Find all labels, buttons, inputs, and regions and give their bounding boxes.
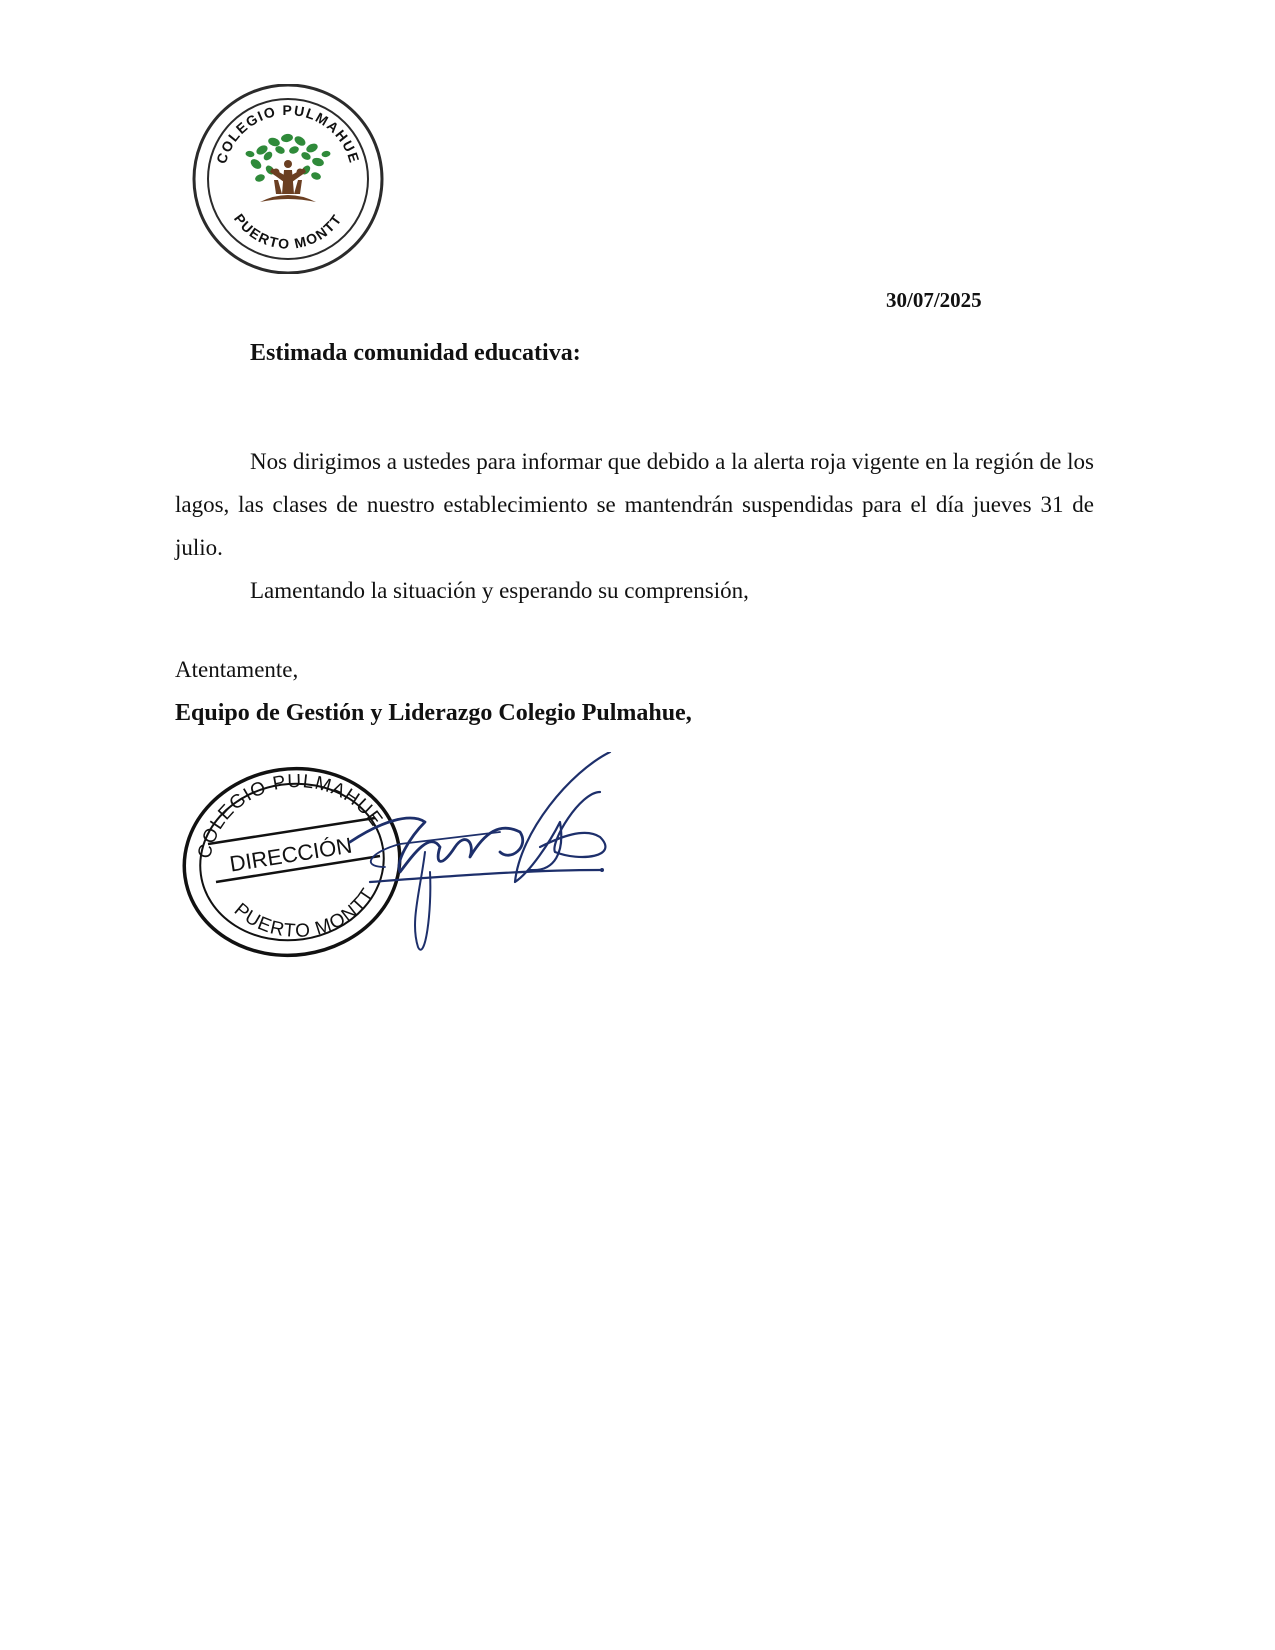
school-logo bbox=[190, 84, 386, 274]
letter-body bbox=[175, 440, 1094, 612]
tree-icon bbox=[245, 133, 331, 202]
letter-signatory: Equipo de Gestión y Liderazgo Colegio Pulmahue, bbox=[175, 700, 692, 726]
handwritten-signature bbox=[350, 752, 610, 950]
stamp-bottom-text: PUERTO MONTT bbox=[229, 884, 380, 943]
stamp-and-signature bbox=[170, 752, 640, 962]
direction-stamp bbox=[172, 755, 412, 962]
stamp-center-text: DIRECCIÓN bbox=[227, 832, 354, 877]
letter-greeting: Estimada comunidad educativa: bbox=[250, 340, 581, 366]
letter-date: 30/07/2025 bbox=[886, 288, 982, 312]
letter-closing: Atentamente, bbox=[175, 657, 299, 682]
logo-bottom-text: PUERTO MONTT bbox=[230, 210, 346, 252]
logo-top-text: COLEGIO PULMAHUE bbox=[212, 101, 363, 166]
body-paragraph: Nos dirigimos a ustedes para informar que debido a la alerta roja vigente en la región de los lagos, las clases de nuestro establecimiento se mantendrán suspendidas para el día jueves 31 de julio. bbox=[175, 449, 1094, 560]
body-paragraph: Lamentando la situación y esperando su comprensión, bbox=[250, 578, 749, 603]
stamp-top-text: COLEGIO PULMAHUE bbox=[194, 770, 387, 861]
